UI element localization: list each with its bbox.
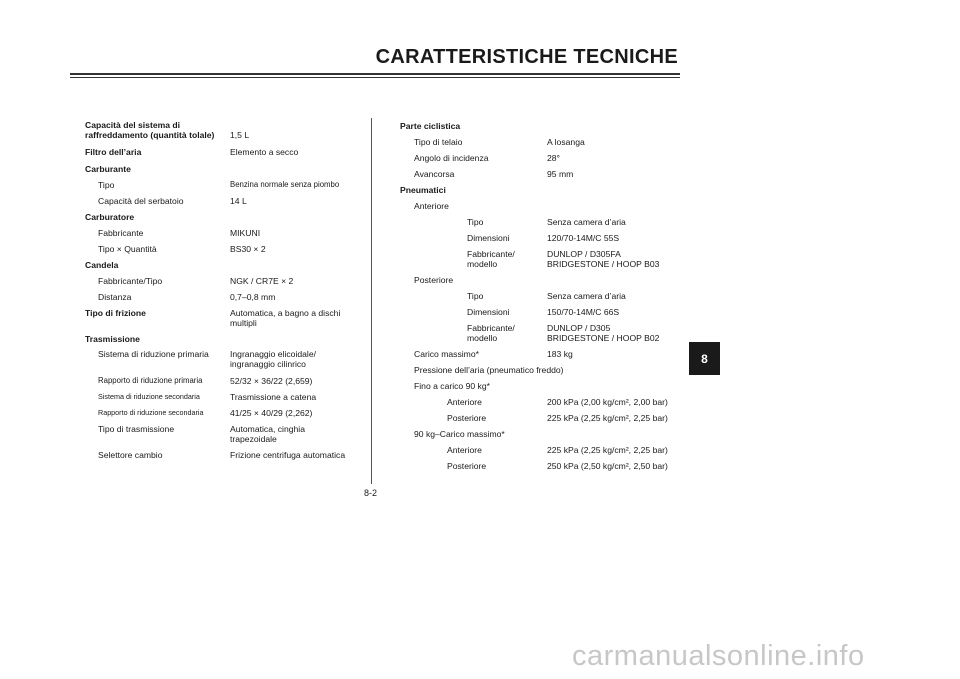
carb-type-value: BS30 × 2 — [230, 244, 266, 254]
clutch-value-2: multipli — [230, 318, 257, 328]
front-tire-size-value: 120/70-14M/C 55S — [547, 233, 620, 243]
front-tire-size-label: Dimensioni — [467, 233, 510, 243]
front-tire-heading: Anteriore — [414, 201, 449, 211]
watermark: carmanualsonline.info — [572, 640, 865, 672]
plug-maker-label: Fabbricante/Tipo — [98, 276, 163, 286]
plug-gap-label: Distanza — [98, 292, 132, 302]
load-90-heading: Fino a carico 90 kg* — [414, 381, 490, 391]
fuel-type-value: Benzina normale senza piombo — [230, 180, 340, 189]
page-title: CARATTERISTICHE TECNICHE — [375, 46, 678, 68]
front-tire-maker-label: Fabbricante/ — [467, 249, 515, 259]
rear-tire-maker-value-2: BRIDGESTONE / HOOP B02 — [547, 333, 660, 343]
front-tire-maker-value-2: BRIDGESTONE / HOOP B03 — [547, 259, 660, 269]
rear-tire-type-label: Tipo — [467, 291, 484, 301]
carburetor-heading: Carburatore — [85, 212, 135, 222]
title-rule-thin — [70, 77, 680, 78]
column-divider — [371, 118, 372, 484]
load-max-heading: 90 kg–Carico massimo* — [414, 429, 505, 439]
air-filter-label: Filtro dell’aria — [85, 147, 142, 157]
clutch-value: Automatica, a bagno a dischi — [230, 308, 341, 318]
rear-tire-maker-value: DUNLOP / D305 — [547, 323, 611, 333]
shift-selector-label: Selettore cambio — [98, 450, 163, 460]
load-max-front-value: 225 kPa (2,25 kg/cm², 2,25 bar) — [547, 445, 668, 455]
cooling-capacity-value: 1,5 L — [230, 130, 250, 140]
secondary-reduction-value: Trasmissione a catena — [230, 392, 317, 402]
primary-ratio-value: 52/32 × 36/22 (2,659) — [230, 376, 313, 386]
carb-maker-value: MIKUNI — [230, 228, 261, 238]
fuel-type-label: Tipo — [98, 180, 115, 190]
transmission-type-value-2: trapezoidale — [230, 434, 277, 444]
caster-angle-value: 28° — [547, 153, 560, 163]
rear-tire-heading: Posteriore — [414, 275, 454, 285]
cooling-capacity-label-2: raffreddamento (quantità tolale) — [85, 130, 215, 140]
shift-selector-value: Frizione centrifuga automatica — [230, 450, 346, 460]
front-tire-maker-value: DUNLOP / D305FA — [547, 249, 621, 259]
rear-tire-maker-label: Fabbricante/ — [467, 323, 515, 333]
plug-gap-value: 0,7–0,8 mm — [230, 292, 276, 302]
tires-heading: Pneumatici — [400, 185, 446, 195]
max-load-label: Carico massimo* — [414, 349, 479, 359]
plug-maker-value: NGK / CR7E × 2 — [230, 276, 294, 286]
page-number: 8-2 — [364, 488, 378, 498]
title-rule-thick — [70, 73, 680, 75]
rear-tire-size-label: Dimensioni — [467, 307, 510, 317]
transmission-heading: Trasmissione — [85, 334, 140, 344]
spark-plug-heading: Candela — [85, 260, 119, 270]
rear-tire-type-value: Senza camera d’aria — [547, 291, 626, 301]
fuel-heading: Carburante — [85, 164, 131, 174]
carb-maker-label: Fabbricante — [98, 228, 144, 238]
load-90-front-label: Anteriore — [447, 397, 482, 407]
carb-type-label: Tipo × Quantità — [98, 244, 157, 254]
load-max-rear-label: Posteriore — [447, 461, 487, 471]
chapter-tab: 8 — [689, 342, 720, 375]
front-tire-type-value: Senza camera d’aria — [547, 217, 626, 227]
frame-type-value: A losanga — [547, 137, 585, 147]
front-tire-maker-label-2: modello — [467, 259, 498, 269]
load-90-rear-value: 225 kPa (2,25 kg/cm², 2,25 bar) — [547, 413, 668, 423]
transmission-type-label: Tipo di trasmissione — [98, 424, 175, 434]
load-max-rear-value: 250 kPa (2,50 kg/cm², 2,50 bar) — [547, 461, 668, 471]
trail-label: Avancorsa — [414, 169, 455, 179]
primary-ratio-label: Rapporto di riduzione primaria — [98, 376, 203, 385]
clutch-label: Tipo di frizione — [85, 308, 146, 318]
secondary-reduction-label: Sistema di riduzione secondaria — [98, 392, 200, 401]
max-load-value: 183 kg — [547, 349, 573, 359]
secondary-ratio-value: 41/25 × 40/29 (2,262) — [230, 408, 313, 418]
tank-capacity-value: 14 L — [230, 196, 247, 206]
transmission-type-value: Automatica, cinghia — [230, 424, 305, 434]
load-90-front-value: 200 kPa (2,00 kg/cm², 2,00 bar) — [547, 397, 668, 407]
load-90-rear-label: Posteriore — [447, 413, 487, 423]
chassis-heading: Parte ciclistica — [400, 121, 461, 131]
front-tire-type-label: Tipo — [467, 217, 484, 227]
tire-pressure-heading: Pressione dell’aria (pneumatico freddo) — [414, 365, 564, 375]
primary-reduction-label: Sistema di riduzione primaria — [98, 349, 209, 359]
cooling-capacity-label: Capacità del sistema di — [85, 120, 181, 130]
rear-tire-maker-label-2: modello — [467, 333, 498, 343]
load-max-front-label: Anteriore — [447, 445, 482, 455]
primary-reduction-value: Ingranaggio elicoidale/ — [230, 349, 317, 359]
caster-angle-label: Angolo di incidenza — [414, 153, 489, 163]
primary-reduction-value-2: ingranaggio cilinrico — [230, 359, 306, 369]
air-filter-value: Elemento a secco — [230, 147, 299, 157]
rear-tire-size-value: 150/70-14M/C 66S — [547, 307, 620, 317]
frame-type-label: Tipo di telaio — [414, 137, 463, 147]
trail-value: 95 mm — [547, 169, 574, 179]
tank-capacity-label: Capacità del serbatoio — [98, 196, 184, 206]
secondary-ratio-label: Rapporto di riduzione secondaria — [98, 408, 204, 417]
